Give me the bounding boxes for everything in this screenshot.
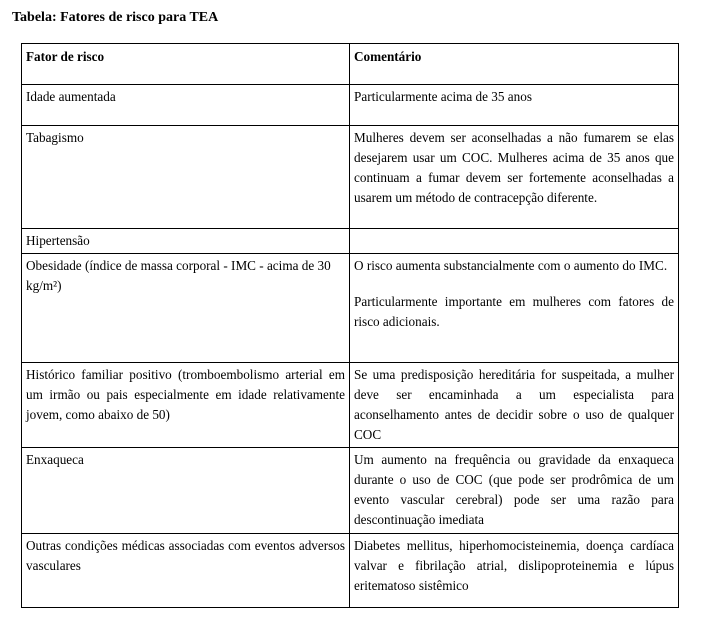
factor-cell: Idade aumentada: [22, 85, 350, 126]
table-caption: Tabela: Fatores de risco para TEA: [12, 10, 219, 25]
comment-text: Particularmente acima de 35 anos: [354, 89, 532, 104]
table-row: [22, 126, 679, 229]
risk-factors-table: [21, 43, 679, 608]
comment-cell: [350, 534, 679, 608]
factor-cell: Obesidade (índice de massa corporal - IMC - acima de 30 kg/m²): [22, 254, 350, 363]
factor-cell: Tabagismo: [22, 126, 350, 229]
factor-cell: Hipertensão: [22, 229, 350, 254]
comment-text: Se uma predisposição hereditária for suspeitada, a mulher deve ser encaminhada a um especialista para aconselhamento antes de decidir sobre o uso de qualquer COC: [354, 367, 674, 442]
table-row: [22, 254, 679, 363]
comment-text: Um aumento na frequência ou gravidade da enxaqueca durante o uso de COC (que pode ser prodrômica de um evento vascular cerebral) pode ser uma razão para descontinuação imediata: [354, 452, 674, 527]
table-row: [22, 85, 679, 126]
table-row: [22, 448, 679, 534]
table-row: [22, 534, 679, 608]
comment-cell: [350, 126, 679, 229]
comment-text: Mulheres devem ser aconselhadas a não fumarem se elas desejarem usar um COC. Mulheres acima de 35 anos que continuam a fumar devem ser fortemente aconselhadas a usarem um método de contracepção diferente.: [354, 130, 674, 205]
column-header-comment: Comentário: [350, 44, 679, 85]
table-row: [22, 229, 679, 254]
comment-text: Particularmente importante em mulheres com fatores de risco adicionais.: [354, 294, 674, 329]
comment-text: O risco aumenta substancialmente com o aumento do IMC.: [354, 258, 668, 273]
factor-cell: Histórico familiar positivo (tromboembolismo arterial em um irmão ou pais especialmente em idade relativamente jovem, como abaixo de 50): [22, 363, 350, 448]
comment-cell: [350, 363, 679, 448]
column-header-factor: Fator de risco: [22, 44, 350, 85]
factor-cell: Enxaqueca: [22, 448, 350, 534]
comment-cell: [350, 448, 679, 534]
comment-cell: [350, 85, 679, 126]
comment-cell: [350, 254, 679, 363]
comment-text: Diabetes mellitus, hiperhomocisteinemia, doença cardíaca valvar e fibrilação atrial, dislipoproteinemia e lúpus eritematoso sistêmico: [354, 538, 674, 593]
table-header-row: [22, 44, 679, 85]
factor-cell: Outras condições médicas associadas com eventos adversos vasculares: [22, 534, 350, 608]
table-row: [22, 363, 679, 448]
comment-cell: [350, 229, 679, 254]
